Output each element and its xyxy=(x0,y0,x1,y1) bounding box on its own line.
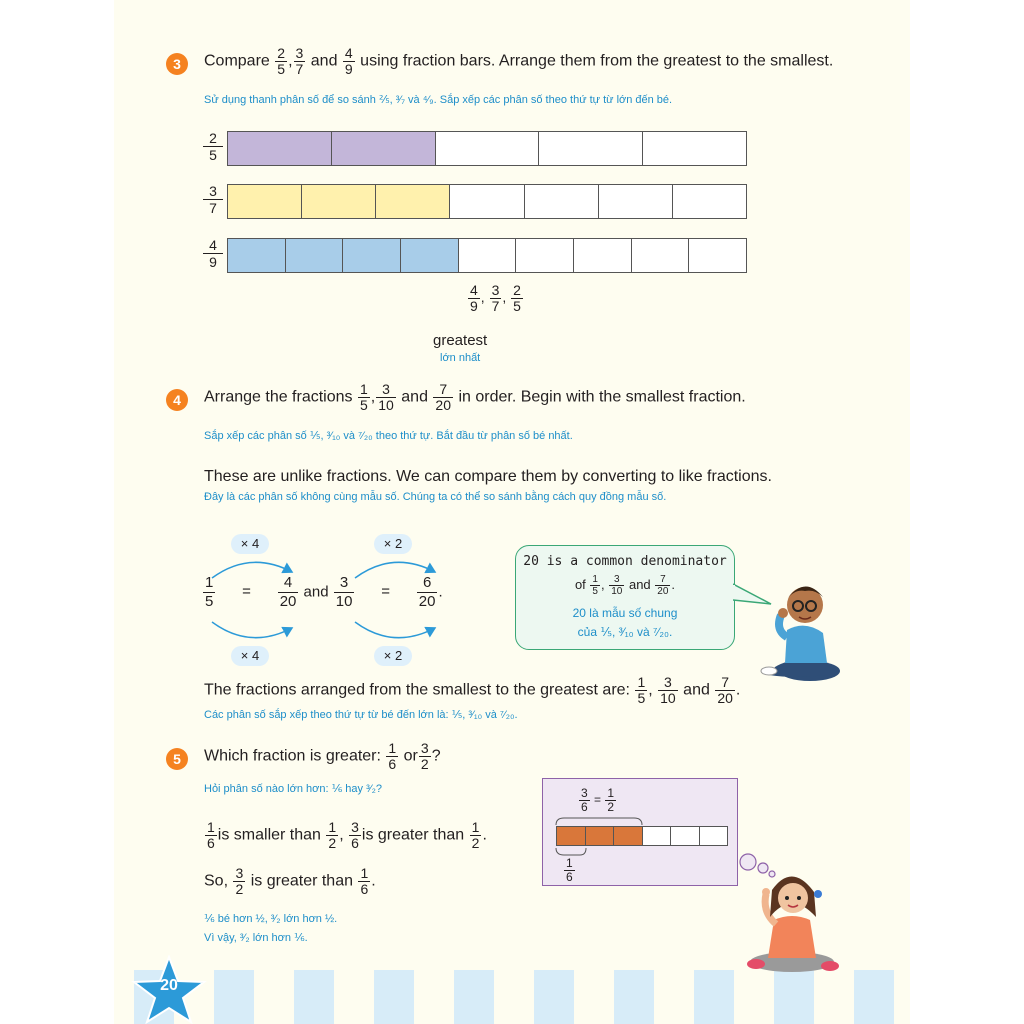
girl-illustration xyxy=(742,862,842,977)
order-comma-2: , xyxy=(502,289,507,306)
conversion-equation xyxy=(202,574,443,611)
q3-fraction-3: $\frac{4}{9}$ xyxy=(344,45,353,77)
order-comma-1: , xyxy=(480,289,485,306)
box-one-sixth-fraction: $\frac{1}{6}$ xyxy=(566,856,573,884)
arranged-sentence: The fractions arranged from the smallest to the greatest are: xyxy=(204,681,630,699)
line1-sep: , xyxy=(339,826,344,844)
sixths-bar-cell xyxy=(557,827,586,845)
q3-fraction-2: $\frac{3}{7}$ xyxy=(295,45,304,77)
arranged-vietnamese: Các phân số sắp xếp theo thứ tự từ bé đến lớn là: ⅕, ³⁄₁₀ và ⁷⁄₂₀. xyxy=(204,709,518,721)
q4-suffix: in order. Begin with the smallest fraction. xyxy=(458,388,746,406)
greatest-label-vietnamese: lớn nhất xyxy=(440,352,481,364)
bubble-of: of xyxy=(574,576,586,592)
conv-1-right: $\frac{4}{20}$ xyxy=(279,574,297,610)
q4-fraction-2: $\frac{3}{10}$ xyxy=(378,381,394,413)
order-fraction-3: $\frac{2}{5}$ xyxy=(513,282,521,314)
question-5-text xyxy=(204,741,441,772)
greatest-label: greatest xyxy=(433,332,488,349)
question-3-vietnamese: Sử dụng thanh phân số để so sánh ⅖, ³⁄₇ và ⁴⁄₉. Sắp xếp các phân số theo thứ tự từ lớn đến bé. xyxy=(204,94,673,106)
sixths-bar-cell xyxy=(586,827,615,845)
line1-half-2: $\frac{1}{2}$ xyxy=(471,819,480,851)
bar-cell xyxy=(673,185,746,218)
arranged-and: and xyxy=(683,681,710,699)
q4-sep: , xyxy=(370,388,376,406)
box-one-half: $\frac{1}{2}$ xyxy=(607,786,615,814)
bar-cell xyxy=(332,132,436,165)
question-3-text xyxy=(204,46,833,77)
conv-period: . xyxy=(438,583,443,601)
question-5-vietnamese: Hỏi phân số nào lớn hơn: ⅙ hay ³⁄₂? xyxy=(204,783,382,795)
bar-cell xyxy=(632,239,690,272)
line2-greater: is greater than xyxy=(250,872,353,890)
arranged-period: . xyxy=(735,681,741,699)
conv-1-eq: = xyxy=(242,583,251,601)
bar-cell xyxy=(574,239,632,272)
q3-and: and xyxy=(310,52,338,70)
q5-prefix: Which fraction is greater: xyxy=(204,747,381,765)
times-2-top: × 2 xyxy=(374,534,412,554)
bar-cell xyxy=(689,239,746,272)
q4-fraction-1: $\frac{1}{5}$ xyxy=(359,381,368,413)
line2-three-halves: $\frac{3}{2}$ xyxy=(235,865,244,897)
conv-and: and xyxy=(303,583,329,601)
line1-smaller: is smaller than xyxy=(217,826,321,844)
question-4-text xyxy=(204,382,746,413)
sixths-bar-cell xyxy=(700,827,728,845)
times-2-bottom: × 2 xyxy=(374,646,412,666)
sixths-bar-cell xyxy=(614,827,643,845)
bubble-line-1: 20 is a common denominator xyxy=(523,554,727,569)
q3-prefix: Compare xyxy=(204,52,270,70)
bubble-fraction-2: $\frac{3}{10}$ xyxy=(611,574,623,597)
line1-half: $\frac{1}{2}$ xyxy=(328,819,337,851)
sixths-bar-cell xyxy=(643,827,672,845)
conv-2-right: $\frac{6}{20}$ xyxy=(418,574,436,610)
times-4-top: × 4 xyxy=(231,534,269,554)
bubble-vi-2: của ⅕, ³⁄₁₀ và ⁷⁄₂₀. xyxy=(577,625,673,639)
q4-and: and xyxy=(401,388,428,406)
bar-label-4-9: 4 9 xyxy=(203,237,223,270)
bar-cell xyxy=(436,132,540,165)
arranged-fraction-1: $\frac{1}{5}$ xyxy=(637,674,646,706)
box-one-sixth xyxy=(563,857,576,884)
fraction-bar-ninths xyxy=(227,238,747,273)
line1-greater: is greater than xyxy=(361,826,465,844)
arranged-fraction-2: $\frac{3}{10}$ xyxy=(660,674,676,706)
bar-cell xyxy=(450,185,524,218)
fraction-bar-fifths xyxy=(227,131,747,166)
bar-cell xyxy=(376,185,450,218)
q5-qmark: ? xyxy=(431,747,441,765)
bar-cell xyxy=(228,239,286,272)
bar-cell xyxy=(516,239,574,272)
arranged-sep: , xyxy=(648,681,653,699)
bar-cell xyxy=(525,185,599,218)
unlike-fractions-vietnamese: Đây là các phân số không cùng mẫu số. Chúng ta có thể so sánh bằng cách quy đồng mẫu số. xyxy=(204,491,667,503)
bubble-sep: , xyxy=(600,576,605,592)
bar-cell xyxy=(228,185,302,218)
question-5-badge: 5 xyxy=(166,748,188,770)
conv-1-left: $\frac{1}{5}$ xyxy=(205,574,214,610)
bar-cell xyxy=(459,239,517,272)
q3-fraction-1: $\frac{2}{5}$ xyxy=(277,45,286,77)
bubble-vi-1: 20 là mẫu số chung xyxy=(572,606,678,620)
conv-2-left: $\frac{3}{10}$ xyxy=(335,574,353,610)
q4-fraction-3: $\frac{7}{20}$ xyxy=(435,381,451,413)
line2-one-sixth: $\frac{1}{6}$ xyxy=(360,865,369,897)
q3-ordered-fractions xyxy=(467,283,524,314)
bubble-fraction-1: $\frac{1}{5}$ xyxy=(592,574,598,597)
bubble-and: and xyxy=(628,576,651,592)
q5-fraction-1: $\frac{1}{6}$ xyxy=(388,740,397,772)
q3-suffix: using fraction bars. Arrange them from the greatest to the smallest. xyxy=(360,52,834,70)
bar-cell xyxy=(343,239,401,272)
bar-label-3-7: 3 7 xyxy=(203,183,223,216)
q5-vietnamese-1: ⅙ bé hơn ½, ³⁄₂ lớn hơn ½. xyxy=(204,913,338,925)
q5-line-2 xyxy=(204,866,376,897)
bubble-fraction-3: $\frac{7}{20}$ xyxy=(657,574,669,597)
box-eq: = xyxy=(594,792,602,807)
q5-or: or xyxy=(403,747,418,765)
q3-sep-1: , xyxy=(288,52,293,70)
bar-cell xyxy=(539,132,643,165)
fraction-bar-sevenths xyxy=(227,184,747,219)
times-4-bottom: × 4 xyxy=(231,646,269,666)
arranged-fraction-3: $\frac{7}{20}$ xyxy=(717,674,733,706)
page-number: 20 xyxy=(160,977,178,994)
box-three-sixths: $\frac{3}{6}$ xyxy=(581,786,588,814)
order-fraction-1: $\frac{4}{9}$ xyxy=(470,282,478,314)
arranged-text xyxy=(204,675,740,706)
line1-period: . xyxy=(482,826,487,844)
bar-cell xyxy=(401,239,459,272)
boy-with-glasses-illustration xyxy=(755,575,845,685)
bar-cell xyxy=(302,185,376,218)
q5-vietnamese-2: Vì vậy, ³⁄₂ lớn hơn ⅙. xyxy=(204,932,308,944)
line1-three-sixths: $\frac{3}{6}$ xyxy=(351,819,359,851)
order-fraction-2: $\frac{3}{7}$ xyxy=(491,282,500,314)
q4-prefix: Arrange the fractions xyxy=(204,388,353,406)
bubble-period: . xyxy=(671,576,676,592)
bar-cell xyxy=(286,239,344,272)
sixths-bar-cell xyxy=(671,827,700,845)
question-4-vietnamese: Sắp xếp các phân số ⅕, ³⁄₁₀ và ⁷⁄₂₀ theo thứ tự. Bắt đầu từ phân số bé nhất. xyxy=(204,430,573,442)
bar-cell xyxy=(228,132,332,165)
line2-period: . xyxy=(371,872,376,890)
bar-cell xyxy=(599,185,673,218)
line1-one-sixth: $\frac{1}{6}$ xyxy=(207,819,215,851)
unlike-fractions-text: These are unlike fractions. We can compare them by converting to like fractions. xyxy=(204,468,772,485)
bar-label-2-5: 2 5 xyxy=(203,130,223,163)
q5-line-1 xyxy=(204,820,487,851)
q5-fraction-2: $\frac{3}{2}$ xyxy=(420,740,429,772)
bubble-line-2 xyxy=(515,574,735,597)
sixths-bar xyxy=(556,826,728,846)
line2-so: So, xyxy=(204,872,229,890)
question-3-badge: 3 xyxy=(166,53,188,75)
bar-cell xyxy=(643,132,746,165)
conv-2-eq: = xyxy=(381,583,390,601)
box-top-fractions xyxy=(578,787,617,814)
question-4-badge: 4 xyxy=(166,389,188,411)
